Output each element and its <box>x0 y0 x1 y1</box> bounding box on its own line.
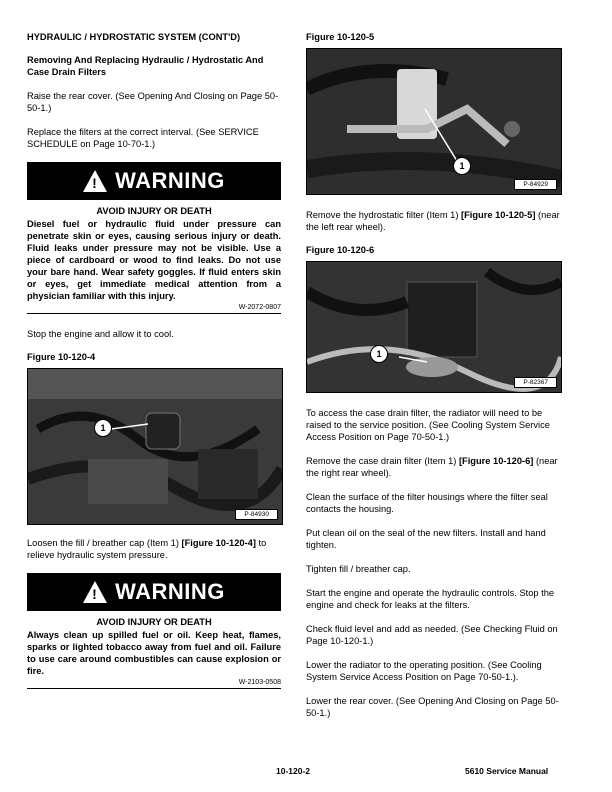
paragraph-start-engine: Start the engine and operate the hydraulic controls. Stop the engine and check for leaks at the filters. <box>306 588 555 610</box>
figure-ref-4: [Figure 10-120-4] <box>181 538 256 548</box>
figure-10-120-5-photo <box>306 48 562 195</box>
paragraph-raise-cover: Raise the rear cover. (See Opening And Closing on Page 50-50-1.) <box>27 91 279 113</box>
warning-code-2: W-2103-0508 <box>238 679 281 686</box>
paragraph-remove-case-drain <box>306 455 560 479</box>
figure-6-callout: 1 <box>370 345 388 363</box>
figure-10-120-6-photo <box>306 261 562 393</box>
figure-label-4: Figure 10-120-4 <box>27 352 96 362</box>
paragraph-replace-interval: Replace the filters at the correct interval. (See SERVICE SCHEDULE on Page 10-70-1.) <box>27 127 259 149</box>
figure-4-photo-code: P-84930 <box>235 509 278 520</box>
figure-6-photo-code: P-82367 <box>514 377 557 388</box>
paragraph-radiator-access: To access the case drain filter, the radiator will need to be raised to the service position. (See Cooling System Service Access Position on Page 70-50-1.) <box>306 408 550 442</box>
loosen-cap-text: Loosen the fill / breather cap (Item 1) <box>27 538 182 548</box>
paragraph-tighten-cap: Tighten fill / breather cap. <box>306 564 411 574</box>
warning-block-2 <box>27 573 281 689</box>
paragraph-stop-engine: Stop the engine and allow it to cool. <box>27 329 174 339</box>
remove-hydrostatic-text-end: (near the left rear wheel). <box>306 210 560 232</box>
warning-label-2: WARNING <box>115 579 225 604</box>
warning-banner <box>27 162 281 200</box>
warning-title: AVOID INJURY OR DEATH <box>96 206 212 216</box>
figure-label-6: Figure 10-120-6 <box>306 245 375 255</box>
section-heading: HYDRAULIC / HYDROSTATIC SYSTEM (CONT'D) <box>27 32 241 42</box>
figure-4-callout: 1 <box>94 419 112 437</box>
paragraph-oil-seal: Put clean oil on the seal of the new filters. Install and hand tighten. <box>306 528 546 550</box>
case-drain-filter-illustration <box>307 262 561 392</box>
figure-ref-6: [Figure 10-120-6] <box>458 456 534 466</box>
page-number: 10-120-2 <box>276 766 311 776</box>
paragraph-loosen-cap <box>27 537 281 561</box>
warning-label: WARNING <box>115 168 225 193</box>
engine-bay-illustration <box>28 369 282 524</box>
figure-10-120-4-photo <box>27 368 283 525</box>
loosen-cap-text-end: to relieve hydraulic system pressure. <box>27 538 267 560</box>
paragraph-check-fluid: Check fluid level and add as needed. (See Checking Fluid on Page 10-120-1.) <box>306 624 558 646</box>
warning-triangle-icon: ! <box>83 170 107 192</box>
paragraph-remove-hydrostatic <box>306 209 560 233</box>
hydrostatic-filter-illustration <box>307 49 561 194</box>
figure-5-callout: 1 <box>453 157 471 175</box>
figure-ref-5: [Figure 10-120-5] <box>461 210 536 220</box>
warning-title-2: AVOID INJURY OR DEATH <box>96 617 212 627</box>
remove-case-drain-text: Remove the case drain filter (Item 1) <box>306 456 459 466</box>
remove-case-drain-text-end: (near the right rear wheel). <box>306 456 558 478</box>
remove-hydrostatic-text: Remove the hydrostatic filter (Item 1) <box>306 210 462 220</box>
warning-block-1 <box>27 162 281 314</box>
warning-code: W-2072-0807 <box>238 304 281 311</box>
right-column <box>306 32 560 731</box>
paragraph-clean-housing: Clean the surface of the filter housings where the filter seal contacts the housing. <box>306 492 548 514</box>
warning-triangle-icon: ! <box>83 581 107 603</box>
paragraph-lower-cover: Lower the rear cover. (See Opening And Closing on Page 50-50-1.) <box>306 696 559 718</box>
figure-label-5: Figure 10-120-5 <box>306 32 375 42</box>
subsection-heading: Removing And Replacing Hydraulic / Hydrostatic And Case Drain Filters <box>27 55 264 77</box>
warning-body-2: Always clean up spilled fuel or oil. Keep heat, flames, sparks or lighted tobacco away from fuel and oil. Failure to use care around combustibles can cause explosion or fire. <box>27 630 281 676</box>
manual-title: 5610 Service Manual <box>465 766 549 776</box>
warning-body: Diesel fuel or hydraulic fluid under pressure can penetrate skin or eyes, causing serious injury or death. Fluid leaks under pressure may not be visible. Use a piece of cardboard or wood to find leaks. Do not use your bare hand. Wear safety goggles. If fluid enters skin or eyes, get immediate medical attention from a physician familiar with this injury. <box>27 219 281 301</box>
warning-banner-2 <box>27 573 281 611</box>
paragraph-lower-radiator: Lower the radiator to the operating position. (See Cooling System Service Access Position on Page 70-50-1.). <box>306 660 542 682</box>
left-column <box>27 32 281 703</box>
figure-5-photo-code: P-84929 <box>514 179 557 190</box>
